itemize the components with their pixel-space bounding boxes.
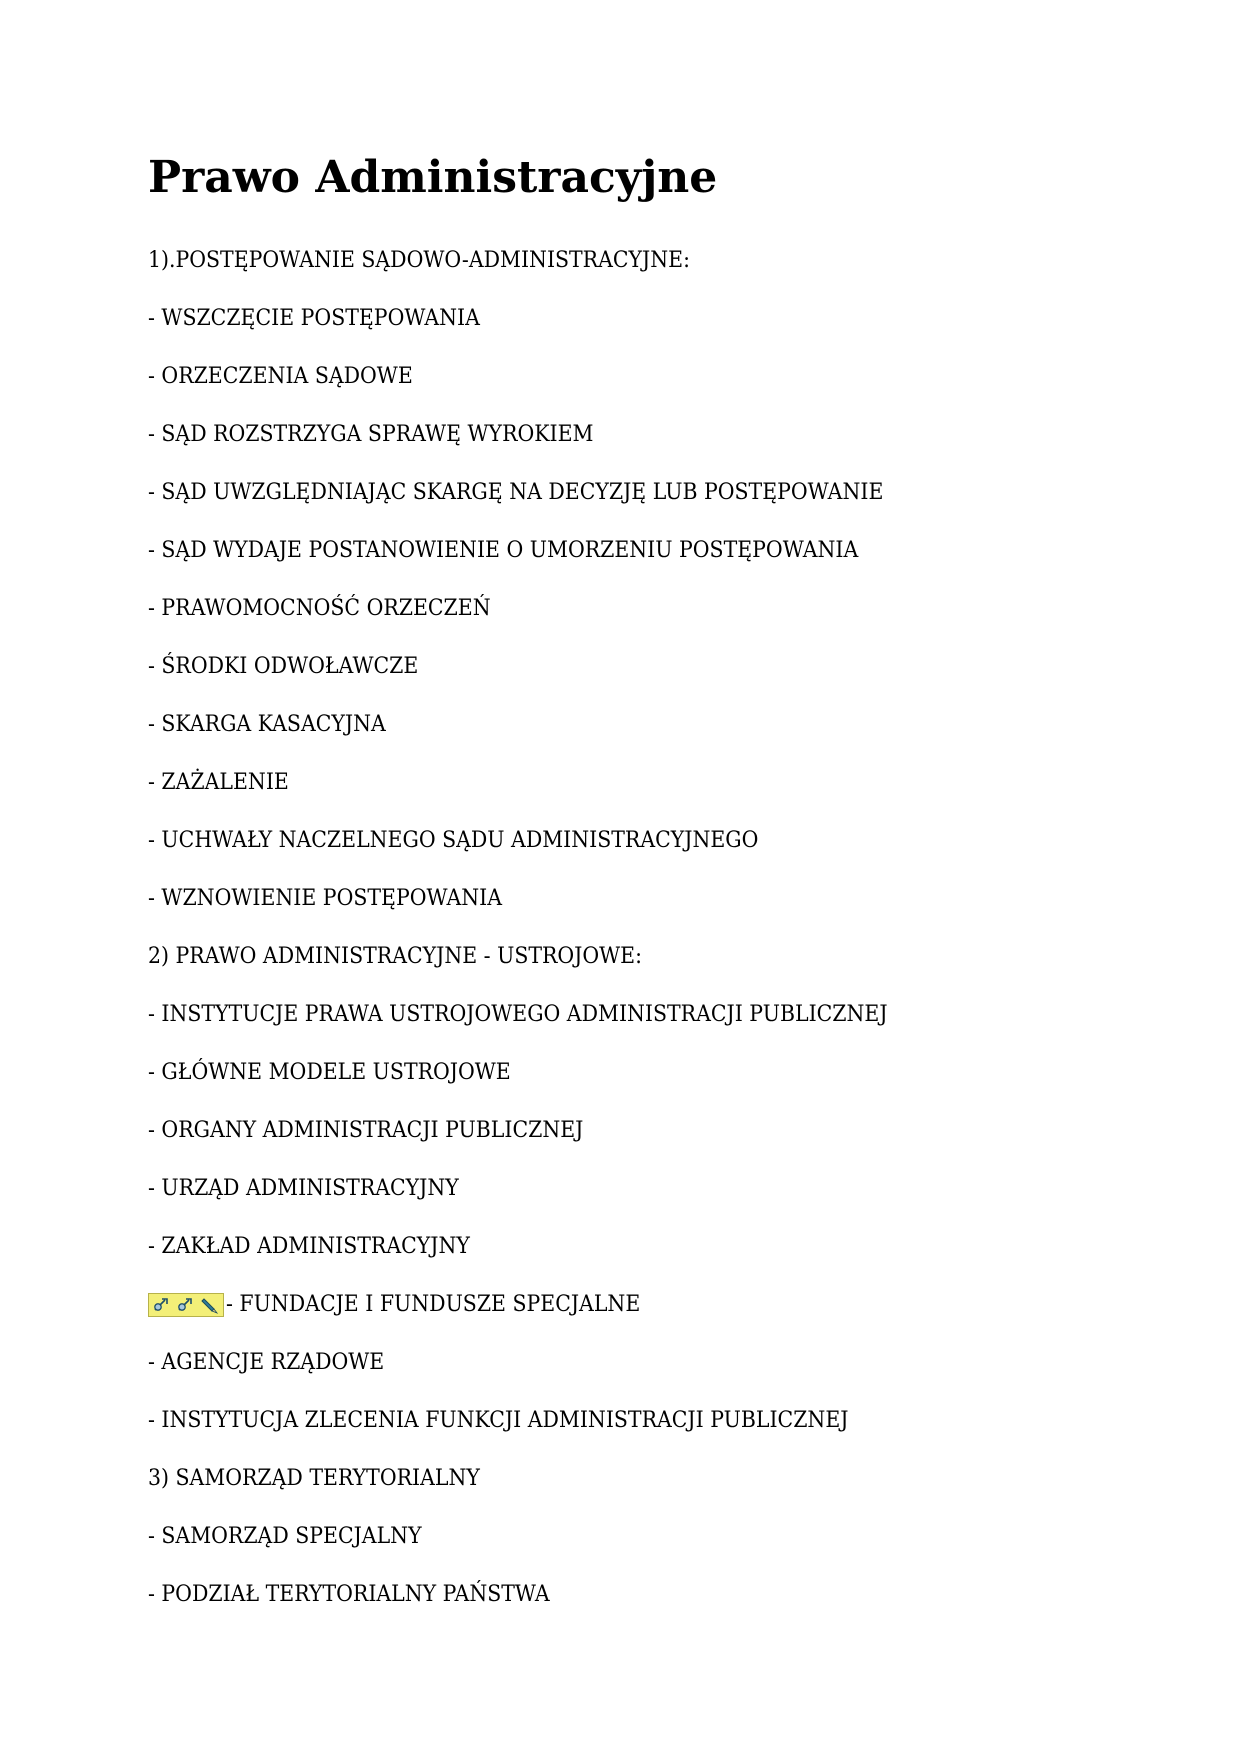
line-text: 2) PRAWO ADMINISTRACYJNE - USTROJOWE: [148,944,643,969]
line-text: - SĄD WYDAJE POSTANOWIENIE O UMORZENIU POSTĘPOWANIA [148,538,859,563]
list-item-with-icons [148,1276,943,1334]
list-item [148,812,943,870]
line-text: 3) SAMORZĄD TERYTORIALNY [148,1466,480,1491]
document-title: Prawo Administracyjne [148,152,718,203]
line-text: - UCHWAŁY NACZELNEGO SĄDU ADMINISTRACYJNEGO [148,828,759,853]
section-heading [148,232,943,290]
section-heading [148,1450,943,1508]
list-item [148,696,943,754]
list-item [148,1218,943,1276]
line-text: - WZNOWIENIE POSTĘPOWANIA [148,886,503,911]
line-text: - FUNDACJE I FUNDUSZE SPECJALNE [226,1292,641,1317]
list-item [148,754,943,812]
inline-icon-strip[interactable] [148,1293,224,1317]
line-text: - ORZECZENIA SĄDOWE [148,364,413,389]
list-item [148,580,943,638]
line-text: - SĄD ROZSTRZYGA SPRAWĘ WYROKIEM [148,422,594,447]
line-text: - PRAWOMOCNOŚĆ ORZECZEŃ [148,596,491,621]
list-item [148,870,943,928]
line-text: - WSZCZĘCIE POSTĘPOWANIA [148,306,480,331]
list-item [148,1102,943,1160]
list-item [148,1392,943,1450]
list-item [148,348,943,406]
line-text: - AGENCJE RZĄDOWE [148,1350,385,1375]
pencil-note-icon[interactable] [198,1295,222,1315]
line-text: - ORGANY ADMINISTRACJI PUBLICZNEJ [148,1118,584,1143]
line-text: - SĄD UWZGLĘDNIAJĄC SKARGĘ NA DECYZJĘ LUB POSTĘPOWANIE [148,480,884,505]
line-text: - GŁÓWNE MODELE USTROJOWE [148,1060,511,1085]
line-text: - PODZIAŁ TERYTORIALNY PAŃSTWA [148,1582,550,1607]
list-item [148,290,943,348]
list-item [148,1508,943,1566]
bookmark-link-icon[interactable] [174,1295,198,1315]
line-text: - SKARGA KASACYJNA [148,712,386,737]
line-text: - URZĄD ADMINISTRACYJNY [148,1176,459,1201]
line-text: - SAMORZĄD SPECJALNY [148,1524,422,1549]
list-item [148,406,943,464]
line-text: - ZAKŁAD ADMINISTRACYJNY [148,1234,470,1259]
list-item [148,638,943,696]
list-item [148,1160,943,1218]
list-item [148,986,943,1044]
line-text: - INSTYTUCJA ZLECENIA FUNKCJI ADMINISTRACJI PUBLICZNEJ [148,1408,849,1433]
section-heading [148,928,943,986]
list-item [148,1044,943,1102]
line-text: - INSTYTUCJE PRAWA USTROJOWEGO ADMINISTRACJI PUBLICZNEJ [148,1002,888,1027]
bookmark-link-icon[interactable] [150,1295,174,1315]
list-item [148,522,943,580]
outline-list [148,232,943,1624]
list-item [148,1334,943,1392]
line-text: - ZAŻALENIE [148,770,289,795]
line-text: 1).POSTĘPOWANIE SĄDOWO-ADMINISTRACYJNE: [148,248,690,273]
line-text: - ŚRODKI ODWOŁAWCZE [148,654,419,679]
list-item [148,464,943,522]
list-item [148,1566,943,1624]
